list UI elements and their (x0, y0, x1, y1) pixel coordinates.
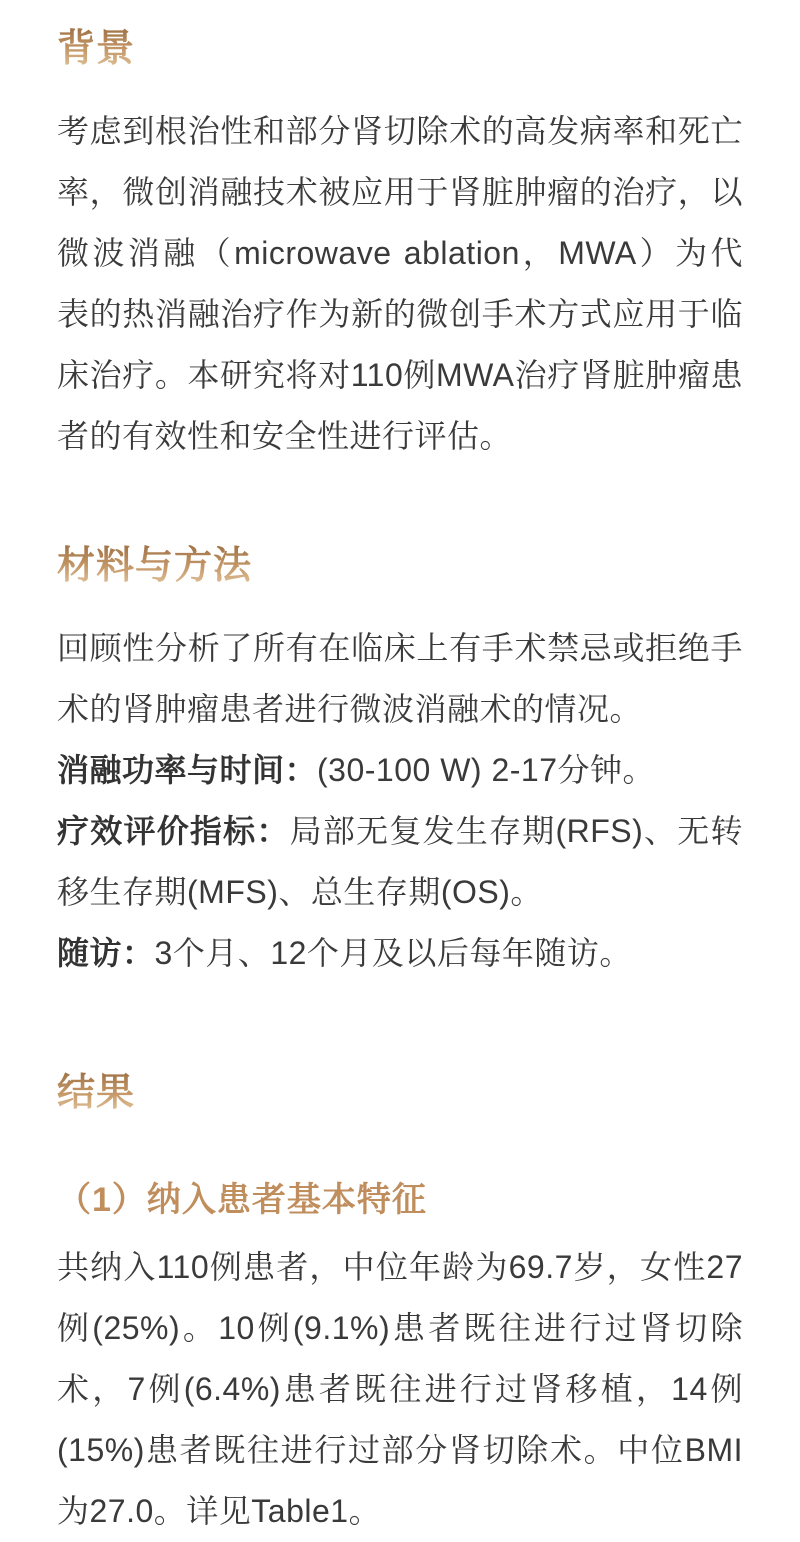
methods-heading: 材料与方法 (57, 541, 253, 587)
methods-item-followup-text: 3个月、12个月及以后每年随访。 (154, 934, 632, 971)
results-heading-wrap (57, 1070, 743, 1145)
background-paragraph: 考虑到根治性和部分肾切除术的高发病率和死亡率，微创消融技术被应用于肾脏肿瘤的治疗，以微波消融（microwave ablation，MWA）为代表的热消融治疗作为新的微创手术方式应用于临床治疗。本研究将对110例MWA治疗肾脏肿瘤患者的有效性和安全性进行评估。 (57, 112, 743, 454)
methods-item-power-label: 消融功率与时间： (57, 751, 318, 788)
methods-item-followup-label: 随访： (57, 934, 155, 971)
results-paragraph: 共纳入110例患者，中位年龄为69.7岁，女性27例(25%)。10例(9.1%)患者既往进行过肾切除术，7例(6.4%)患者既往进行过肾移植，14例(15%)患者既往进行过部分肾切除术。中位BMI为27.0。详见Table1。 (57, 1249, 743, 1530)
methods-item-endpoints-text: 局部无复发生存期(RFS)、无转移生存期(MFS)、总生存期(OS)。 (57, 812, 743, 910)
methods-item-endpoints-label: 疗效评价指标： (57, 812, 290, 849)
results-heading: 结果 (57, 1068, 136, 1114)
methods-item-followup (57, 923, 743, 984)
section-background (57, 26, 743, 467)
background-heading-wrap (57, 26, 743, 101)
section-results (57, 1070, 743, 1542)
methods-heading-wrap (57, 543, 743, 618)
methods-intro-paragraph: 回顾性分析了所有在临床上有手术禁忌或拒绝手术的肾肿瘤患者进行微波消融术的情况。 (57, 629, 743, 727)
background-heading: 背景 (57, 25, 136, 70)
methods-item-power (57, 740, 743, 801)
section-methods (57, 543, 743, 984)
results-subsection-heading: （1）纳入患者基本特征 (57, 1181, 427, 1220)
methods-item-endpoints (57, 801, 743, 923)
methods-item-power-text: (30-100 W) 2-17分钟。 (317, 751, 656, 788)
